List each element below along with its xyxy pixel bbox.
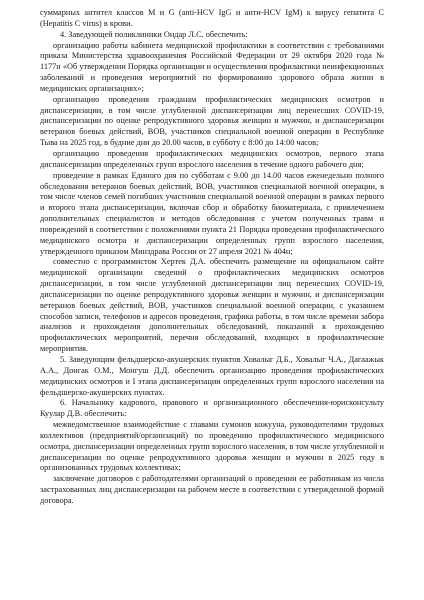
paragraph-unified-day: проведение в рамках Единого дня по субботам с 9.00 до 14.00 часов еженедельно полного обследования ветеранов боевых действий, ВОВ, участников специальной военной операции, в том числе членов семей погибших участников специальной военной операции в рамках первого и второго этапа диспансеризации, включая сбор и обработку биоматериала, с привлечением дополнительных специалистов и методов обследования с учетом полученных травм и повреждений в соответствии с положениями пункта 21 Порядка проведения профилактического медицинского осмотра и диспансеризации определенных групп взрослого населения, утвержденного приказом Минздрава России от 27 апреля 2021 № 404н; — [40, 170, 384, 256]
paragraph-hcv-antibodies: суммарных антител классов M и G (anti-HCV IgG и анти-HCV IgM) к вирусу гепатита С (Hepatitis C virus) в крови. — [40, 8, 384, 28]
paragraph-interagency: межведомственное взаимодействие с главами сумонов кожууна, руководителями трудовых коллективов (предприятий/организаций) по проведению профилактического медицинского осмотра, диспансеризации определенных групп взрослого населения, в том числе углубленной и диспансеризации по оценке репродуктивного здоровья женщин и мужчин в 2025 году в организованных трудовых коллективах; — [40, 420, 384, 473]
paragraph-screening-schedule: организацию проведения гражданам профилактических медицинских осмотров и диспансеризации, в том числе углубленной диспансеризации лиц перенесших COVID-19, диспансеризации по оценке репродуктивного здоровья женщин и мужчин, и диспансеризации ветеранов боевых действий, ВОВ, участников специальной военной операции в Республике Тыва на 2025 год, в будние дни до 20.00 часов, в субботу с 8:00 до 14:00 часов; — [40, 94, 384, 148]
paragraph-item-6-heading: 6. Начальнику кадрового, правового и организационного обеспечения-юрисконсульту Куулар Д.В. обеспечить: — [40, 398, 384, 419]
paragraph-one-day-screening: организацию проведения профилактических медицинских осмотров, первого этапа диспансеризации определенных групп взрослого населения в течение одного рабочего дня; — [40, 148, 384, 169]
paragraph-item-5: 5. Заведующим фельдшерско-акушерских пунктов Ховалыг Д.Б., Ховалыг Ч.А., Дагаажык А.А., Донгак О.М., Монгуш Д.Д. обеспечить организацию проведения профилактических медицинских осмотров и I этапа диспансеризации определенных групп взрослого населения на фельдшерско-акушерских пунктах. — [40, 355, 384, 397]
paragraph-prevention-office: организацию работы кабинета медицинской профилактики в соответствии с требованиями приказа Министерства здравоохранения Российской Федерации от 29 октября 2020 года № 1177н «Об утверждении Порядка организации и осуществления профилактики неинфекционных заболеваний и проведения мероприятий по формированию здорового образа жизни в медицинских организациях»; — [40, 40, 384, 93]
paragraph-employer-contracts: заключение договоров с работодателями организаций о проведении ее работникам из числа застрахованных лиц диспансеризации на рабочем месте в соответствии с утвержденной формой договора. — [40, 474, 384, 505]
paragraph-website-info: совместно с программистом Хертек Д.А. обеспечить размещение на официальном сайте медицинской организации сведений о профилактических медицинских осмотров диспансеризации, в том числе углубленной диспансеризации лиц перенесших COVID-19, диспансеризации по оценке репродуктивного здоровья женщин и мужчин, и диспансеризации ветеранов боевых действий, ВОВ, участников специальной военной операции, с указанием способов записи, телефонов и адресов проведения, графика работы, в том числе времени забора анализов и прохождения дополнительных обследований, показаний к прохождению профилактических мероприятий, перечня обследований, входящих в профилактические мероприятия. — [40, 257, 384, 354]
paragraph-item-4-heading: 4. Заведующей поликлиники Ондар Л.С. обеспечить: — [60, 29, 248, 39]
